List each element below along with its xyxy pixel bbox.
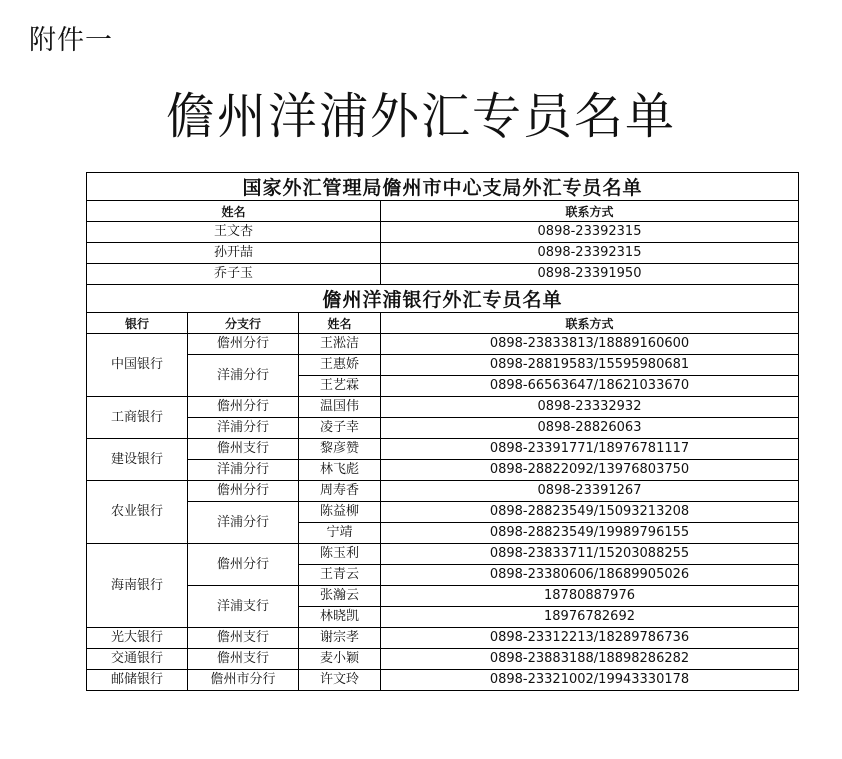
specialist-phone: 0898-23391267 xyxy=(381,481,799,502)
branch-name: 儋州支行 xyxy=(188,649,299,670)
specialist-name: 王青云 xyxy=(299,565,381,586)
table-row xyxy=(87,649,799,670)
specialist-phone: 0898-23883188/18898286282 xyxy=(381,649,799,670)
specialist-phone: 0898-23332932 xyxy=(381,397,799,418)
table-row xyxy=(87,334,799,355)
section2-header-row xyxy=(87,313,799,334)
bank-name: 建设银行 xyxy=(87,439,188,481)
section1-contact-header: 联系方式 xyxy=(381,201,799,222)
branch-name: 儋州分行 xyxy=(188,334,299,355)
specialist-phone: 0898-28822092/13976803750 xyxy=(381,460,799,481)
specialist-name: 麦小颖 xyxy=(299,649,381,670)
table-row xyxy=(87,628,799,649)
name-header: 姓名 xyxy=(299,313,381,334)
table-row xyxy=(87,481,799,502)
section1-header-row xyxy=(87,201,799,222)
specialist-phone: 0898-23380606/18689905026 xyxy=(381,565,799,586)
branch-name: 儋州支行 xyxy=(188,439,299,460)
page-title: 儋州洋浦外汇专员名单 xyxy=(165,88,676,145)
specialist-name: 陈益柳 xyxy=(299,502,381,523)
table-row xyxy=(87,264,799,285)
specialist-phone: 0898-23833711/15203088255 xyxy=(381,544,799,565)
table-row xyxy=(87,670,799,691)
branch-name: 儋州分行 xyxy=(188,544,299,586)
branch-name: 洋浦支行 xyxy=(188,586,299,628)
table-row xyxy=(87,355,799,376)
specialist-name: 温国伟 xyxy=(299,397,381,418)
specialist-phone: 18976782692 xyxy=(381,607,799,628)
specialist-name: 王淞洁 xyxy=(299,334,381,355)
section2-heading: 儋州洋浦银行外汇专员名单 xyxy=(87,285,799,313)
bank-name: 光大银行 xyxy=(87,628,188,649)
section2-heading-row xyxy=(87,285,799,313)
table-row xyxy=(87,502,799,523)
specialist-phone: 0898-23321002/19943330178 xyxy=(381,670,799,691)
official-phone: 0898-23392315 xyxy=(381,243,799,264)
specialist-name: 林晓凯 xyxy=(299,607,381,628)
specialist-name: 凌子幸 xyxy=(299,418,381,439)
branch-name: 洋浦分行 xyxy=(188,502,299,544)
specialist-name: 黎彦赞 xyxy=(299,439,381,460)
table-row xyxy=(87,586,799,607)
specialist-phone: 18780887976 xyxy=(381,586,799,607)
specialist-phone: 0898-28823549/19989796155 xyxy=(381,523,799,544)
branch-name: 儋州市分行 xyxy=(188,670,299,691)
specialist-name: 王惠娇 xyxy=(299,355,381,376)
branch-name: 洋浦分行 xyxy=(188,418,299,439)
specialist-name: 王艺霖 xyxy=(299,376,381,397)
official-phone: 0898-23391950 xyxy=(381,264,799,285)
specialist-phone: 0898-28819583/15595980681 xyxy=(381,355,799,376)
branch-name: 洋浦分行 xyxy=(188,355,299,397)
table-row xyxy=(87,243,799,264)
table-row xyxy=(87,460,799,481)
official-phone: 0898-23392315 xyxy=(381,222,799,243)
bank-name: 农业银行 xyxy=(87,481,188,544)
bank-header: 银行 xyxy=(87,313,188,334)
specialist-name: 林飞彪 xyxy=(299,460,381,481)
specialist-name: 许文玲 xyxy=(299,670,381,691)
specialist-phone: 0898-23391771/18976781117 xyxy=(381,439,799,460)
branch-header: 分支行 xyxy=(188,313,299,334)
bank-name: 海南银行 xyxy=(87,544,188,628)
bank-name: 中国银行 xyxy=(87,334,188,397)
section1-heading: 国家外汇管理局儋州市中心支局外汇专员名单 xyxy=(87,173,799,201)
specialist-phone: 0898-23833813/18889160600 xyxy=(381,334,799,355)
bank-name: 邮储银行 xyxy=(87,670,188,691)
specialist-phone: 0898-66563647/18621033670 xyxy=(381,376,799,397)
official-name: 王文杏 xyxy=(87,222,381,243)
specialist-roster-table xyxy=(86,172,799,691)
table-row xyxy=(87,544,799,565)
specialist-phone: 0898-23312213/18289786736 xyxy=(381,628,799,649)
branch-name: 洋浦分行 xyxy=(188,460,299,481)
section1-heading-row xyxy=(87,173,799,201)
specialist-name: 张瀚云 xyxy=(299,586,381,607)
specialist-name: 谢宗孝 xyxy=(299,628,381,649)
official-name: 乔子玉 xyxy=(87,264,381,285)
branch-name: 儋州支行 xyxy=(188,628,299,649)
table-row xyxy=(87,439,799,460)
section1-name-header: 姓名 xyxy=(87,201,381,222)
official-name: 孙开喆 xyxy=(87,243,381,264)
specialist-name: 陈玉利 xyxy=(299,544,381,565)
branch-name: 儋州分行 xyxy=(188,481,299,502)
branch-name: 儋州分行 xyxy=(188,397,299,418)
specialist-name: 周寿香 xyxy=(299,481,381,502)
specialist-phone: 0898-28823549/15093213208 xyxy=(381,502,799,523)
table-row xyxy=(87,418,799,439)
table-row xyxy=(87,222,799,243)
table-row xyxy=(87,397,799,418)
attachment-label: 附件一 xyxy=(29,25,113,56)
specialist-phone: 0898-28826063 xyxy=(381,418,799,439)
bank-name: 工商银行 xyxy=(87,397,188,439)
contact-header: 联系方式 xyxy=(381,313,799,334)
bank-name: 交通银行 xyxy=(87,649,188,670)
specialist-name: 宁靖 xyxy=(299,523,381,544)
